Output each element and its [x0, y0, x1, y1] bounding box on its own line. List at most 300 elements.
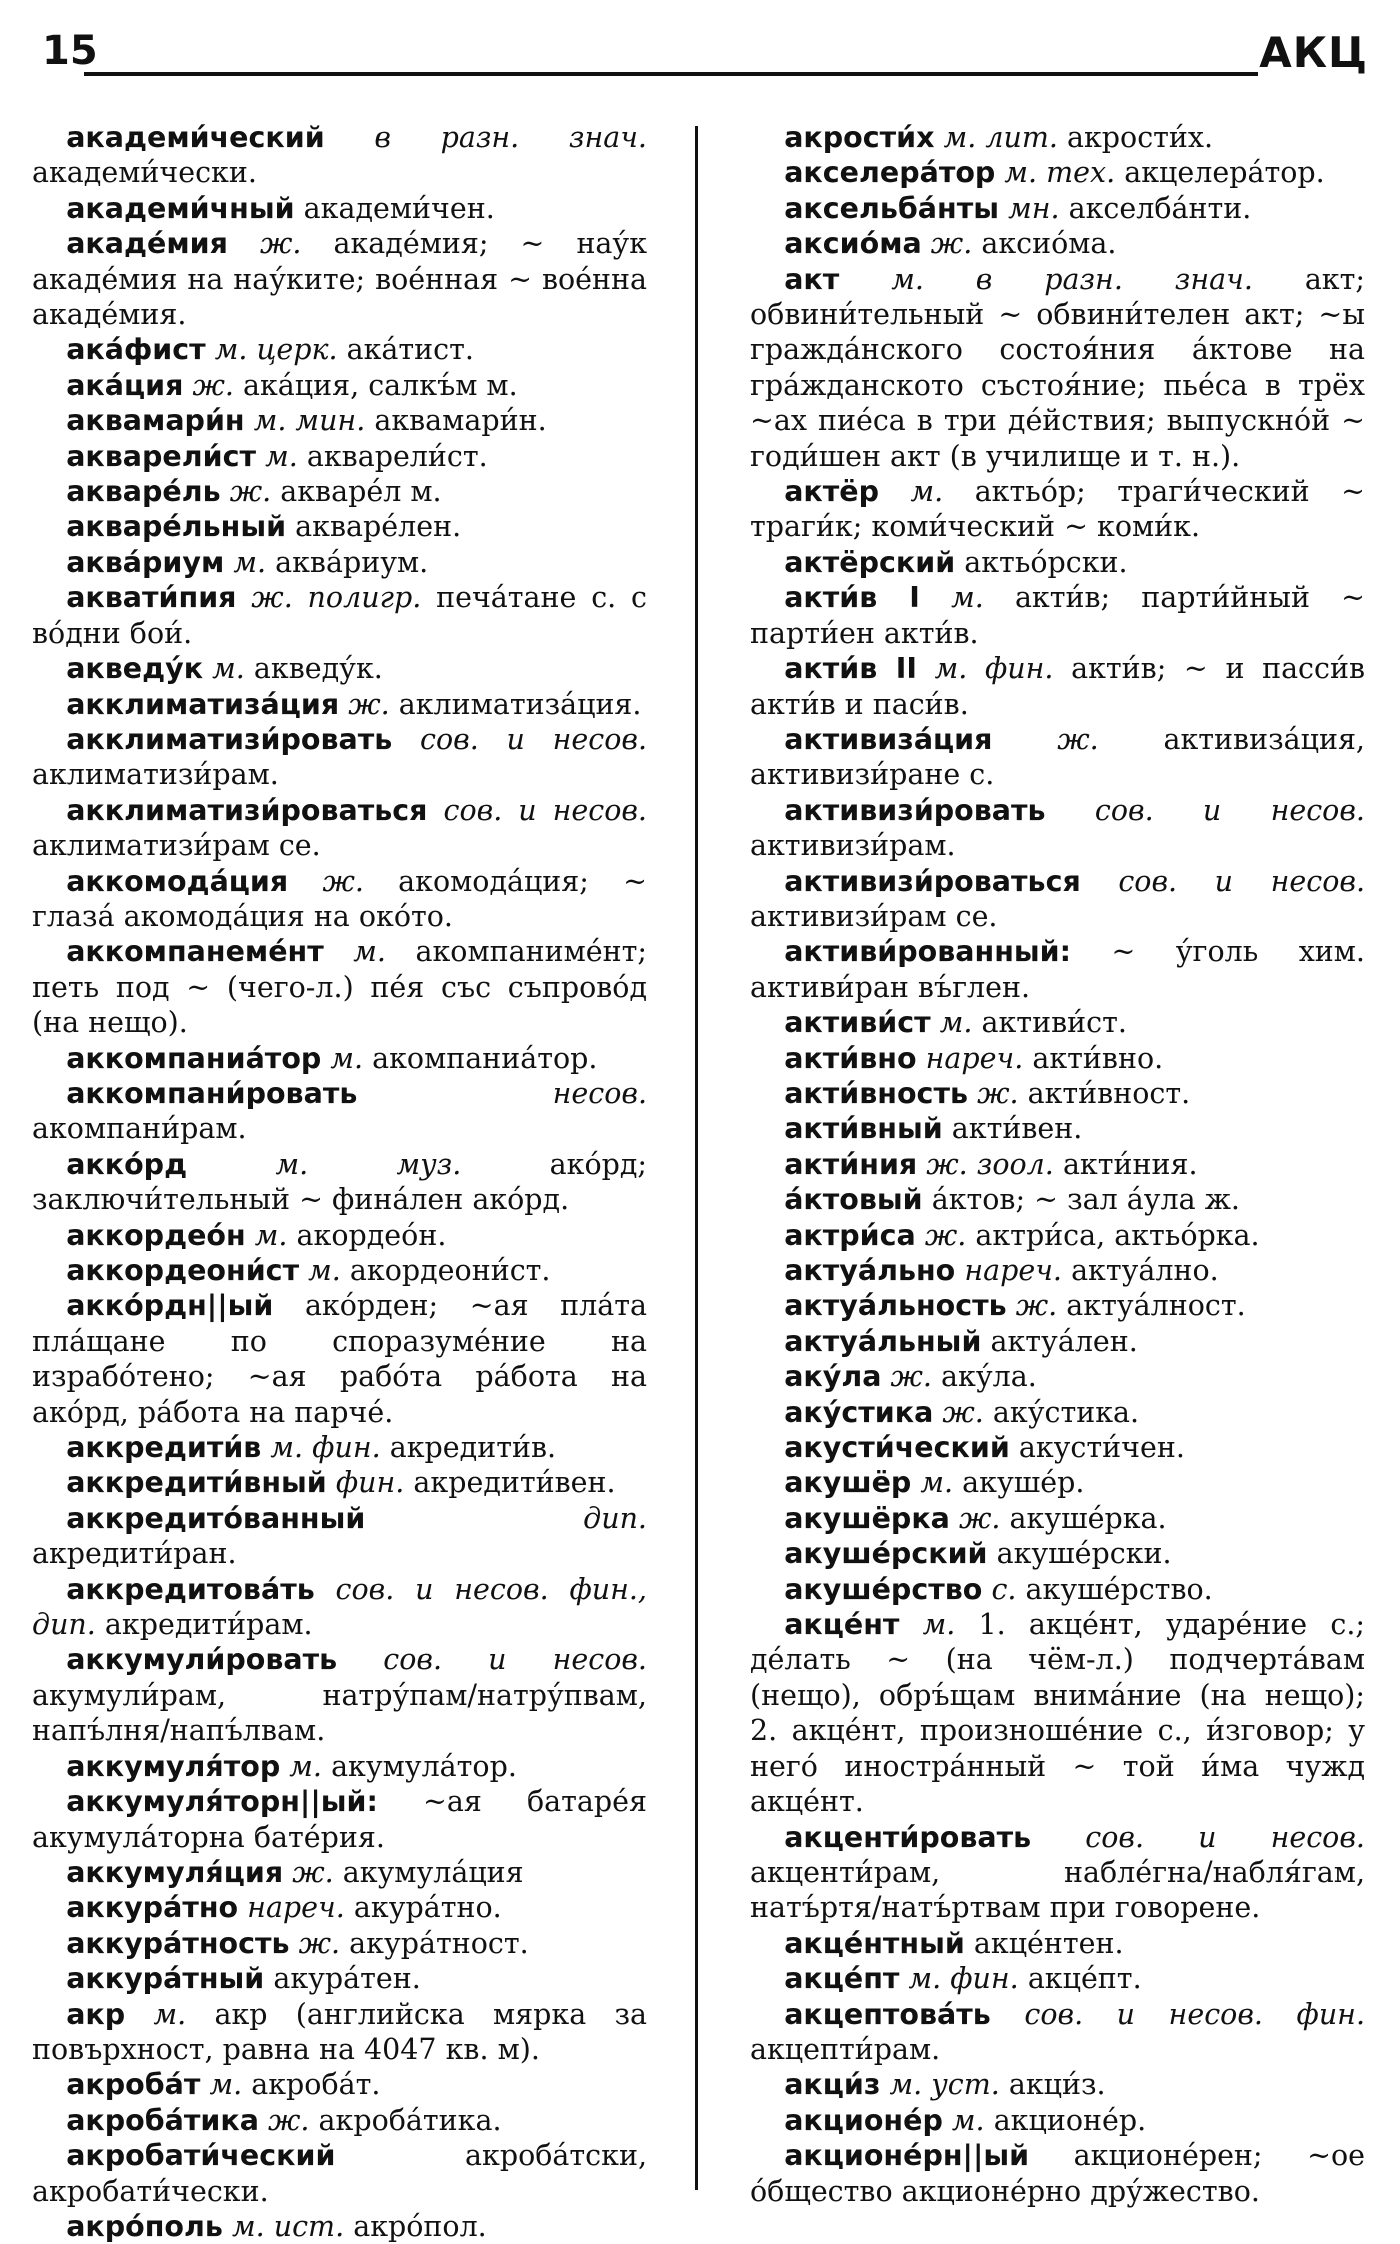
entry-translation: актуа́лност. [1066, 1289, 1246, 1323]
dictionary-entry [32, 2209, 647, 2244]
entry-translation: актуа́лен. [990, 1324, 1138, 1358]
entry-grammar: м. [212, 652, 245, 686]
entry-translation: актьо́р; траги́ческий ~ траги́к; коми́ческий ~ коми́к. [750, 475, 1366, 544]
entry-translation: акусти́чен. [1018, 1431, 1185, 1465]
entry-grammar: несов. [552, 1076, 647, 1110]
entry-translation: аклиматизи́рам се. [32, 829, 321, 863]
dictionary-entry [750, 1465, 1365, 1500]
entry-headword: акти́ния [784, 1147, 918, 1181]
entry-headword: аквамари́н [66, 404, 245, 438]
dictionary-entry [32, 1784, 647, 1855]
dictionary-entry [32, 191, 647, 226]
entry-headword: ака́ция [66, 368, 184, 402]
entry-headword: академи́ческий [66, 121, 325, 154]
dictionary-entry [32, 439, 647, 474]
entry-headword: актуа́льно [784, 1254, 956, 1287]
entry-headword: акти́в I [784, 581, 920, 615]
dictionary-entry [32, 1253, 647, 1288]
entry-grammar: ж. [268, 2103, 310, 2137]
dictionary-entry [32, 545, 647, 580]
entry-grammar: м. [939, 1006, 973, 1040]
dictionary-entry [750, 2067, 1365, 2102]
dictionary-entry [32, 1572, 647, 1643]
entry-translation: акредити́вен. [413, 1466, 616, 1500]
dictionary-entry [32, 1076, 647, 1147]
dictionary-entry [32, 722, 647, 793]
entry-translation: акура́тност. [349, 1926, 529, 1960]
dictionary-entry [750, 1182, 1365, 1217]
running-head: АКЦ [1259, 28, 1368, 77]
entry-grammar: ж. [192, 368, 234, 402]
entry-grammar: ж. [259, 227, 302, 261]
left-column [32, 120, 647, 2244]
dictionary-entry [750, 120, 1365, 155]
entry-headword: акроба́т [66, 2068, 201, 2102]
entry-translation: академи́чен. [303, 191, 495, 225]
dictionary-entry [750, 1926, 1365, 1961]
dictionary-entry [32, 1749, 647, 1784]
entry-translation: акроба́тски, акробати́чески. [32, 2139, 647, 2208]
entry-translation: ~ая батаре́я акумула́торна бате́рия. [32, 1785, 647, 1854]
entry-translation: акце́пт. [1027, 1962, 1142, 1996]
dictionary-entry [750, 651, 1365, 722]
dictionary-entry [32, 1465, 647, 1500]
entry-grammar: с. [991, 1572, 1017, 1606]
entry-grammar: ж. полигр. [251, 581, 422, 615]
entry-headword: акко́рд [66, 1147, 188, 1181]
entry-headword: акти́в II [784, 652, 917, 686]
entry-translation: акцепти́рам. [750, 2032, 941, 2066]
dictionary-entry [750, 1253, 1365, 1288]
entry-translation: акуше́рство. [1025, 1572, 1213, 1606]
entry-translation: акаде́мия; ~ нау́к акаде́мия на нау́ките; вое́нная ~ вое́нна акаде́мия. [32, 227, 648, 332]
header-rule [84, 72, 1258, 76]
dictionary-entry [750, 1607, 1365, 1819]
entry-translation: акомпанимéнт; петь под ~ (чего-л.) пе́я със съпрово́д (на нещо). [32, 935, 648, 1040]
dictionary-entry [750, 864, 1365, 935]
entry-grammar: мн. [1008, 191, 1060, 225]
entry-headword: акроба́тика [66, 2103, 259, 2137]
entry-headword: аквати́пия [66, 581, 237, 615]
entry-headword: аккумули́ровать [66, 1643, 338, 1677]
dictionary-entry [32, 2103, 647, 2138]
entry-grammar: сов. и несов. [443, 793, 647, 827]
entry-translation: акомпаниа́тор. [372, 1041, 598, 1075]
entry-translation: ако́рден; ~ая пла́та пла́щане по споразуме́ние на изрaбо́тено; ~ая рабо́та ра́бота на ако́рд, ра́бота на парче́. [32, 1289, 647, 1429]
entry-headword: акушёрка [784, 1501, 950, 1535]
entry-headword: аккордеони́ст [66, 1254, 300, 1287]
entry-grammar: ж. [1015, 1289, 1058, 1323]
dictionary-entry [32, 474, 647, 509]
entry-grammar: м. лит. [943, 121, 1058, 154]
entry-grammar: м. [265, 439, 298, 473]
entry-translation: акваре́лен. [295, 510, 462, 544]
entry-translation: акционе́рен; ~ое о́бщество акционе́рно дру́жество. [750, 2139, 1365, 2208]
entry-translation: аква́риум. [275, 545, 429, 579]
dictionary-entry [750, 1288, 1365, 1323]
entry-translation: акцелера́тор. [1124, 156, 1325, 190]
entry-headword: актёрский [784, 545, 956, 579]
entry-translation: ака́тист. [346, 333, 474, 367]
entry-translation: акордеони́ст. [349, 1254, 551, 1287]
entry-headword: аккордео́н [66, 1218, 246, 1252]
entry-translation: акумула́тор. [331, 1749, 517, 1783]
entry-translation: печа́тане с. с во́дни бои́. [32, 581, 647, 650]
entry-headword: акуше́рский [784, 1537, 988, 1571]
dictionary-entry [750, 793, 1365, 864]
entry-grammar: м. [254, 1218, 288, 1252]
entry-headword: аксио́ма [784, 227, 922, 261]
entry-translation: актуа́лно. [1071, 1254, 1219, 1287]
entry-headword: аккура́тность [66, 1926, 290, 1960]
entry-headword: аккомода́ция [66, 864, 289, 898]
entry-grammar: ж. [298, 1926, 341, 1960]
entry-grammar: м. [920, 1466, 954, 1500]
dictionary-entry [32, 1642, 647, 1748]
dictionary-entry [750, 474, 1365, 545]
entry-grammar: м. [209, 2068, 243, 2102]
dictionary-entry [750, 1324, 1365, 1359]
entry-headword: аккредити́в [66, 1431, 262, 1465]
column-divider [695, 126, 698, 2190]
entry-translation: аку́стика. [992, 1395, 1140, 1429]
entry-headword: актёр [784, 475, 880, 509]
entry-grammar: ж. [229, 475, 272, 509]
entry-translation: акуше́рка. [1009, 1501, 1167, 1535]
entry-translation: акти́вност. [1027, 1076, 1191, 1110]
entry-grammar: м. [910, 475, 944, 509]
entry-headword: акценти́ровать [784, 1820, 1032, 1854]
entry-headword: акварели́ст [66, 439, 257, 473]
entry-grammar: м. [922, 1608, 956, 1642]
entry-headword: акклиматизи́ровать [66, 722, 393, 756]
entry-headword: а́ктовый [784, 1183, 923, 1217]
entry-translation: аксио́ма. [981, 227, 1117, 261]
entry-translation: акуше́р. [962, 1466, 1085, 1500]
entry-translation: акро́пол. [353, 2209, 487, 2243]
entry-headword: аккура́тный [66, 1962, 265, 1996]
entry-translation: акр (английска мярка за повърхност, равна на 4047 кв. м). [32, 1997, 648, 2066]
entry-headword: аква́риум [66, 545, 225, 579]
entry-translation: акце́нтен. [973, 1926, 1124, 1960]
entry-translation: акредити́ран. [32, 1537, 237, 1571]
entry-translation: ~ у́голь хим. активи́ран въ́глен. [750, 935, 1365, 1004]
dictionary-entry [750, 1041, 1365, 1076]
entry-headword: актуа́льность [784, 1289, 1007, 1323]
entry-translation: акти́в; ~ и пасси́в акти́в и паси́в. [750, 652, 1366, 721]
entry-grammar: фин. [335, 1466, 405, 1500]
entry-headword: акаде́мия [66, 227, 228, 261]
entry-headword: активизи́роваться [784, 864, 1081, 898]
entry-translation: аку́ла. [941, 1360, 1037, 1394]
entry-translation: акуше́рски. [996, 1537, 1172, 1571]
dictionary-entry [750, 1395, 1365, 1430]
entry-headword: активизи́ровать [784, 793, 1046, 827]
entry-translation: акроба́тика. [318, 2103, 502, 2137]
entry-headword: аккомпани́ровать [66, 1076, 358, 1110]
entry-grammar: м. [233, 545, 267, 579]
entry-translation: акведу́к. [253, 652, 383, 686]
entry-headword: актри́са [784, 1218, 916, 1252]
entry-headword: активи́рованный: [784, 935, 1072, 969]
entry-headword: акрости́х [784, 121, 935, 154]
dictionary-entry [32, 332, 647, 367]
entry-grammar: м. [353, 935, 386, 969]
dictionary-entry [32, 934, 647, 1040]
entry-grammar: ж. [890, 1360, 932, 1394]
entry-translation: академи́чески. [32, 156, 257, 190]
entry-headword: аккомпаниа́тор [66, 1041, 322, 1075]
entry-grammar: м. муз. [275, 1147, 462, 1181]
dictionary-entry [750, 934, 1365, 1005]
entry-translation: акордео́н. [296, 1218, 447, 1252]
entry-grammar: м. уст. [889, 2068, 1000, 2102]
dictionary-entry [32, 1855, 647, 1890]
dictionary-entry [32, 2067, 647, 2102]
entry-headword: активиза́ция [784, 722, 993, 756]
entry-headword: аккредито́ванный [66, 1501, 366, 1535]
entry-headword: аккура́тно [66, 1891, 239, 1925]
entry-grammar: м. [330, 1041, 364, 1075]
dictionary-entry [32, 1430, 647, 1465]
entry-translation: акти́вен. [951, 1112, 1083, 1146]
entry-translation: акти́вно. [1032, 1041, 1164, 1075]
entry-headword: акуше́рство [784, 1572, 983, 1606]
entry-translation: ако́рд; заключи́тельный ~ фина́лен ако́рд. [32, 1147, 647, 1217]
dictionary-entry [32, 368, 647, 403]
entry-grammar: ж. [1057, 722, 1099, 756]
entry-grammar: сов. и несов. [1118, 864, 1366, 898]
entry-translation: акура́тно. [353, 1891, 502, 1925]
entry-headword: акваре́льный [66, 510, 287, 544]
right-column [750, 120, 1365, 2209]
dictionary-entry [32, 120, 647, 191]
entry-grammar: ж. [930, 227, 973, 261]
entry-grammar: сов. и несов. фин., дип. [32, 1572, 647, 1642]
entry-translation: акваре́л м. [280, 475, 442, 509]
entry-headword: акце́нт [784, 1608, 900, 1642]
entry-grammar: ж. [292, 1855, 334, 1889]
dictionary-entry [32, 1890, 647, 1925]
entry-headword: акро́поль [66, 2209, 223, 2243]
entry-headword: аккредитова́ть [66, 1572, 315, 1606]
entry-headword: аккумуля́торн||ый: [66, 1785, 378, 1819]
entry-headword: академи́чный [66, 191, 295, 225]
dictionary-entry [32, 1147, 647, 1218]
entry-grammar: нареч. [925, 1041, 1024, 1075]
dictionary-entry [32, 1997, 647, 2068]
entry-translation: активизи́рам. [750, 829, 956, 863]
entry-translation: акроба́т. [251, 2068, 381, 2102]
entry-translation: акредити́в. [389, 1431, 557, 1465]
dictionary-entry [32, 1961, 647, 1996]
entry-translation: акт; обвини́тельный ~ обвини́телен акт; ~ы гражда́нского состоя́ния а́ктове на гра́жданското състоя́ние; пье́са в трёх ~ах пие́са в три де́йствия; выпускно́й ~ годи́шен акт (в училище и т. н.). [750, 262, 1365, 473]
entry-headword: акр [66, 1997, 126, 2031]
page-header [42, 28, 1368, 78]
entry-grammar: ж. [322, 864, 364, 898]
entry-headword: акко́рдн||ый [66, 1289, 274, 1323]
entry-grammar: ж. [924, 1218, 967, 1252]
entry-grammar: м. тех. [1004, 156, 1116, 190]
entry-headword: акробати́ческий [66, 2139, 336, 2173]
entry-translation: акомода́ция; ~ глаза́ акомода́ция на око́то. [32, 864, 647, 933]
entry-translation: акценти́рам, набле́гна/набля́гам, натъ́ртя/натъ́ртвам при говорене. [750, 1855, 1365, 1925]
entry-grammar: м. [308, 1254, 341, 1287]
entry-headword: акт [784, 262, 840, 296]
entry-grammar: м. церк. [214, 333, 338, 367]
dictionary-entry [32, 509, 647, 544]
entry-translation: аквамари́н. [374, 404, 547, 438]
entry-translation: ака́ция, салкъ́м м. [242, 368, 518, 402]
dictionary-entry [750, 1997, 1365, 2068]
dictionary-entry [750, 191, 1365, 226]
entry-translation: активизи́рам се. [750, 899, 998, 933]
entry-grammar: м. [951, 581, 984, 615]
dictionary-entry [750, 1961, 1365, 1996]
dictionary-entry [32, 793, 647, 864]
dictionary-entry [750, 1536, 1365, 1571]
dictionary-entry [750, 580, 1365, 651]
entry-grammar: м. фин. [270, 1431, 381, 1465]
entry-grammar: ж. [958, 1501, 1001, 1535]
entry-headword: акцептова́ть [784, 1997, 991, 2031]
entry-translation: активи́ст. [981, 1006, 1127, 1040]
dictionary-entry [32, 864, 647, 935]
entry-headword: акусти́ческий [784, 1431, 1010, 1465]
entry-headword: аккумуля́тор [66, 1749, 281, 1783]
entry-grammar: ж. [977, 1076, 1019, 1110]
dictionary-entry [32, 1218, 647, 1253]
entry-translation: акумули́рам, натру́пам/натру́пвам, напъ́лня/напъ́лвам. [32, 1678, 647, 1748]
entry-grammar: сов. и несов. [383, 1643, 647, 1677]
entry-headword: аку́ла [784, 1360, 882, 1394]
entry-headword: аксельба́нты [784, 191, 999, 225]
dictionary-entry [750, 262, 1365, 474]
entry-grammar: сов. и несов. [1094, 793, 1365, 827]
entry-translation: акци́з. [1008, 2068, 1106, 2102]
entry-grammar: м. фин. [934, 652, 1054, 686]
entry-headword: акти́вность [784, 1076, 968, 1110]
entry-translation: акрости́х. [1066, 121, 1214, 154]
entry-headword: акклиматиза́ция [66, 687, 340, 721]
dictionary-entry [750, 1218, 1365, 1253]
entry-headword: актуа́льный [784, 1324, 982, 1358]
dictionary-entry [750, 1111, 1365, 1146]
dictionary-entry [750, 1005, 1365, 1040]
dictionary-entry [750, 1430, 1365, 1465]
entry-grammar: м. [153, 1997, 187, 2031]
entry-headword: акведу́к [66, 652, 204, 686]
entry-translation: акомпани́рам. [32, 1112, 247, 1146]
entry-translation: акредити́рам. [104, 1608, 313, 1642]
dictionary-entry [750, 722, 1365, 793]
dictionary-entry [32, 580, 647, 651]
entry-grammar: ж. зоол. [926, 1147, 1054, 1181]
dictionary-entry [750, 1359, 1365, 1394]
entry-headword: акци́з [784, 2068, 881, 2102]
entry-grammar: м. фин. [908, 1962, 1019, 1996]
entry-headword: акселера́тор [784, 156, 996, 190]
dictionary-entry [32, 2138, 647, 2209]
dictionary-entry [32, 226, 647, 332]
entry-translation: аклиматизи́рам. [32, 758, 279, 792]
entry-headword: акце́пт [784, 1962, 900, 1996]
entry-grammar: м. [951, 2103, 985, 2137]
dictionary-entry [32, 1926, 647, 1961]
dictionary-entry [750, 1076, 1365, 1111]
dictionary-entry [750, 2103, 1365, 2138]
dictionary-entry [32, 687, 647, 722]
entry-headword: ака́фист [66, 333, 206, 367]
entry-grammar: нареч. [964, 1254, 1062, 1287]
entry-headword: аккредити́вный [66, 1466, 327, 1500]
page-number: 15 [42, 28, 98, 74]
dictionary-entry [750, 155, 1365, 190]
entry-headword: активи́ст [784, 1006, 931, 1040]
entry-headword: акционе́р [784, 2103, 943, 2137]
entry-grammar: м. [289, 1749, 322, 1783]
entry-translation: акционе́р. [993, 2103, 1147, 2137]
entry-translation: актьо́рски. [964, 545, 1128, 579]
entry-grammar: м. в разн. знач. [891, 262, 1253, 296]
entry-grammar: м. мин. [253, 404, 366, 438]
entry-translation: акумула́ция [342, 1855, 524, 1889]
entry-headword: аку́стика [784, 1395, 934, 1429]
dictionary-entry [32, 1288, 647, 1430]
entry-grammar: ж. [348, 687, 390, 721]
entry-translation: актри́са, актьо́рка. [975, 1218, 1260, 1252]
entry-grammar: нареч. [247, 1891, 345, 1925]
entry-grammar: м. ист. [231, 2209, 345, 2243]
entry-translation: 1. акце́нт, ударе́ние с.; де́лать ~ (на чём-л.) подчерта́вам (нещо), обръ́щам внима́ние (на нещо); 2. акце́нт, произноше́ние с., и́зговор; у него́ иностра́нный ~ той и́ма чужд акце́нт. [750, 1608, 1365, 1819]
entry-grammar: ж. [942, 1395, 984, 1429]
entry-translation: акти́в; парти́йный ~ парти́ен акти́в. [750, 581, 1366, 650]
entry-headword: акти́вный [784, 1112, 943, 1146]
dictionary-entry [750, 545, 1365, 580]
dictionary-entry [750, 1820, 1365, 1926]
entry-headword: аккомпанеме́нт [66, 935, 324, 969]
entry-grammar: сов. и несов. [1085, 1820, 1365, 1854]
dictionary-entry [750, 1501, 1365, 1536]
dictionary-entry [750, 226, 1365, 261]
entry-headword: акушёр [784, 1466, 912, 1500]
entry-headword: аккумуля́ция [66, 1855, 284, 1889]
entry-translation: активиза́ция, активизи́ране с. [750, 722, 1365, 792]
dictionary-entry [750, 1147, 1365, 1182]
dictionary-entry [32, 651, 647, 686]
entry-translation: акура́тен. [273, 1962, 421, 1996]
entry-grammar: сов. и несов. фин. [1024, 1997, 1366, 2031]
entry-grammar: дип. [583, 1501, 647, 1535]
entry-translation: аксeлба́нти. [1068, 191, 1252, 225]
entry-headword: акционе́рн||ый [784, 2139, 1030, 2173]
dictionary-entry [32, 403, 647, 438]
dictionary-entry [750, 1572, 1365, 1607]
entry-translation: акти́ния. [1062, 1147, 1198, 1181]
dictionary-entry [32, 1041, 647, 1076]
entry-translation: аклиматиза́ция. [398, 687, 642, 721]
entry-headword: акклиматизи́роваться [66, 793, 428, 827]
dictionary-entry [750, 2138, 1365, 2209]
entry-grammar: сов. и несов. [420, 722, 648, 756]
entry-headword: акти́вно [784, 1041, 917, 1075]
entry-translation: акварели́ст. [306, 439, 488, 473]
entry-translation: а́ктов; ~ зал а́ула ж. [931, 1183, 1240, 1217]
dictionary-entry [32, 1501, 647, 1572]
entry-grammar: в разн. знач. [374, 121, 647, 154]
entry-headword: акце́нтный [784, 1926, 965, 1960]
entry-headword: акваре́ль [66, 475, 221, 509]
